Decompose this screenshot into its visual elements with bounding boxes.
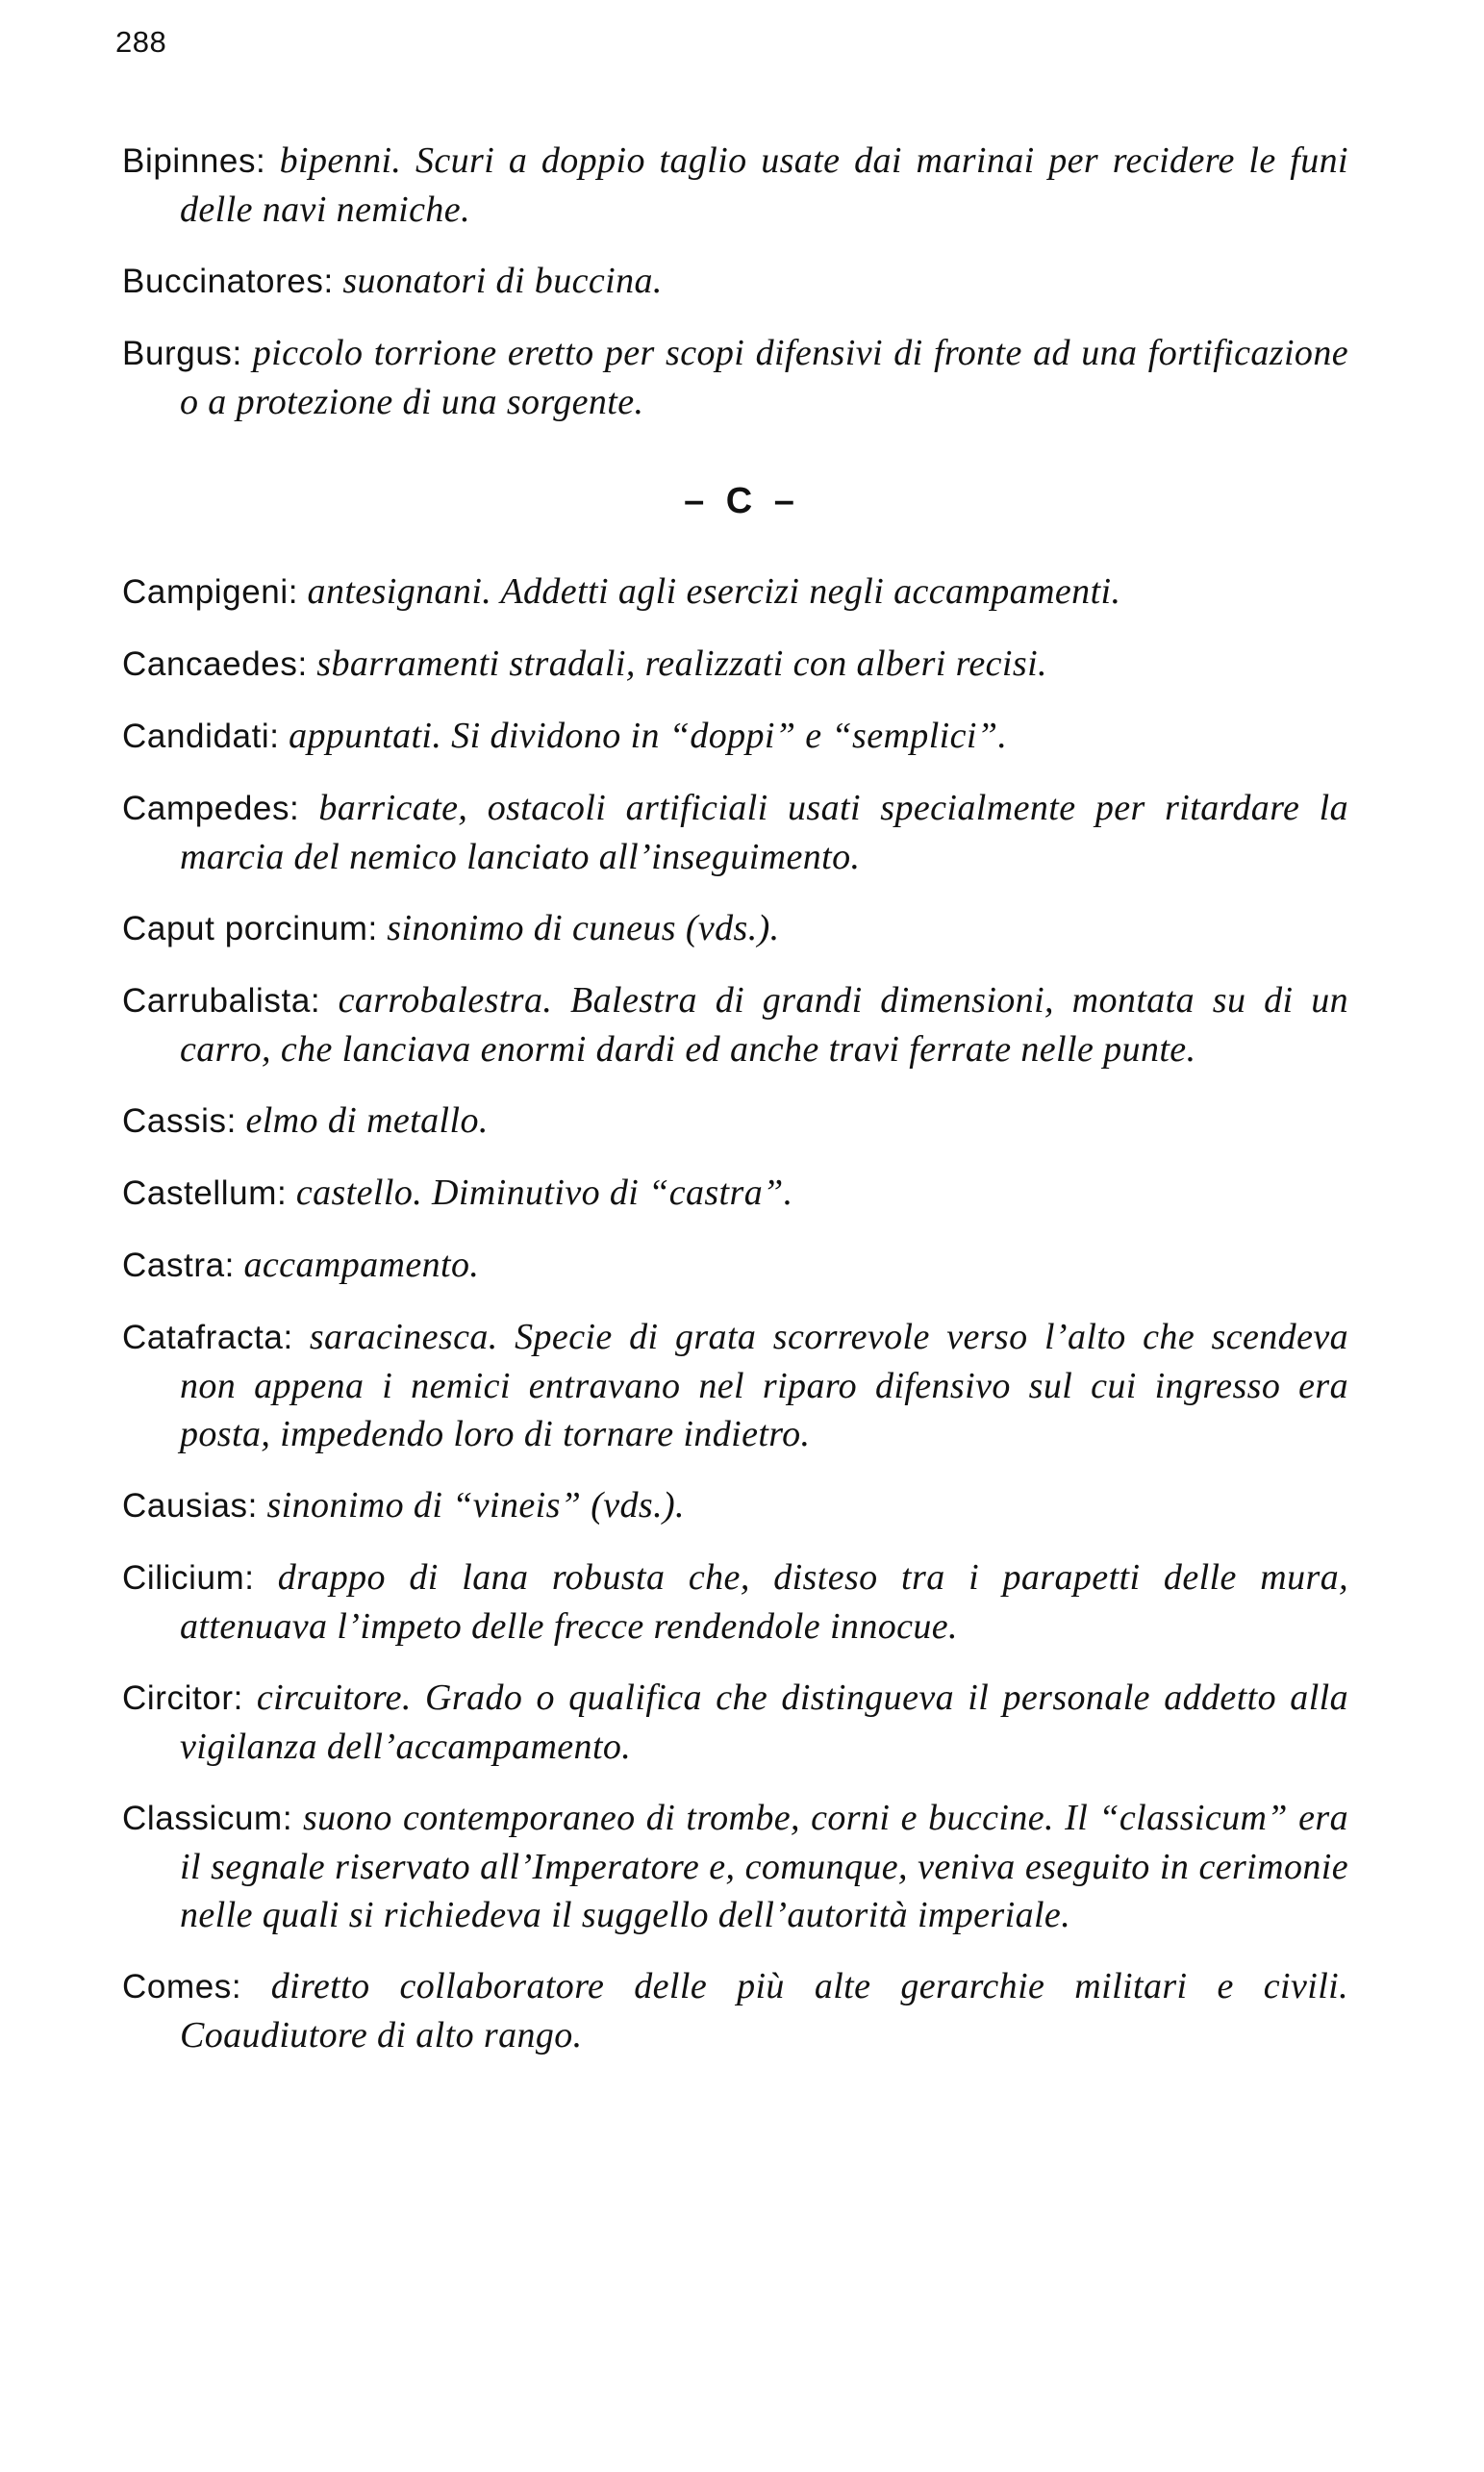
- entry-campigeni: [122, 568, 1348, 617]
- entry-term: Buccinatores:: [122, 263, 334, 300]
- entry-definition: drappo di lana robusta che, disteso tra i parapetti delle mura, attenuava l’impeto delle frecce rendendole innocue.: [180, 1557, 1348, 1647]
- entry-term: Campigeni:: [122, 573, 299, 611]
- entry-term: Circitor:: [122, 1679, 243, 1717]
- entry-causias: [122, 1481, 1348, 1530]
- entry-bipinnes: [122, 137, 1348, 234]
- entry-definition: suonatori di buccina.: [342, 261, 663, 301]
- entry-definition: diretto collaboratore delle più alte gerarchie militari e civili. Coaudiutore di alto rango.: [180, 1966, 1349, 2056]
- entry-definition: elmo di metallo.: [245, 1100, 489, 1141]
- entry-definition: sinonimo di cuneus (vds.).: [387, 908, 780, 948]
- entry-candidati: [122, 712, 1348, 761]
- entry-definition: sbarramenti stradali, realizzati con alberi recisi.: [316, 643, 1047, 684]
- entry-comes: [122, 1962, 1348, 2059]
- entry-definition: saracinesca. Specie di grata scorrevole verso l’alto che scendeva non appena i nemici entravano nel riparo difensivo sul cui ingresso era posta, impedendo loro di tornare indietro.: [180, 1317, 1348, 1454]
- entry-caput-porcinum: [122, 904, 1348, 953]
- entry-definition: bipenni. Scuri a doppio taglio usate dai marinai per recidere le funi delle navi nemiche.: [180, 140, 1348, 230]
- entry-definition: barricate, ostacoli artificiali usati specialmente per ritardare la marcia del nemico lanciato all’inseguimento.: [180, 788, 1348, 877]
- entry-cilicium: [122, 1553, 1348, 1651]
- entry-term: Cilicium:: [122, 1559, 255, 1597]
- entry-definition: appuntati. Si dividono in “doppi” e “semplici”.: [289, 716, 1008, 756]
- section-letter-heading: – C –: [684, 481, 800, 521]
- entry-term: Classicum:: [122, 1800, 293, 1837]
- entry-term: Catafracta:: [122, 1319, 293, 1356]
- entry-definition: carrobalestra. Balestra di grandi dimensioni, montata su di un carro, che lanciava enormi dardi ed anche travi ferrate nelle punte.: [180, 980, 1348, 1070]
- entry-term: Candidati:: [122, 718, 280, 755]
- entry-definition: sinonimo di “vineis” (vds.).: [266, 1485, 685, 1526]
- entry-term: Castellum:: [122, 1174, 288, 1212]
- entry-classicum: [122, 1794, 1348, 1939]
- entry-term: Causias:: [122, 1487, 258, 1525]
- entry-term: Castra:: [122, 1247, 236, 1284]
- entry-definition: antesignani. Addetti agli esercizi negli accampamenti.: [307, 571, 1121, 612]
- entry-definition: castello. Diminutivo di “castra”.: [295, 1173, 793, 1213]
- entry-term: Campedes:: [122, 790, 300, 827]
- entry-circitor: [122, 1674, 1348, 1771]
- glossary-block-c: [122, 568, 1348, 2059]
- entry-term: Bipinnes:: [122, 142, 266, 180]
- glossary-block-b: [122, 137, 1348, 426]
- entry-term: Comes:: [122, 1968, 242, 2005]
- entry-burgus: [122, 329, 1348, 426]
- entry-catafracta: [122, 1313, 1348, 1458]
- entry-campedes: [122, 784, 1348, 881]
- entry-cassis: [122, 1097, 1348, 1146]
- entry-definition: circuitore. Grado o qualifica che distingueva il personale addetto alla vigilanza dell’accampamento.: [180, 1677, 1349, 1767]
- entry-term: Cassis:: [122, 1102, 237, 1140]
- entry-term: Burgus:: [122, 335, 242, 372]
- entry-castra: [122, 1241, 1348, 1290]
- entry-cancaedes: [122, 640, 1348, 689]
- page-number: 288: [115, 25, 167, 59]
- entry-definition: accampamento.: [243, 1245, 480, 1285]
- entry-term: Carrubalista:: [122, 982, 321, 1020]
- entry-castellum: [122, 1169, 1348, 1218]
- entry-definition: piccolo torrione eretto per scopi difensivi di fronte ad una fortificazione o a protezione di una sorgente.: [180, 333, 1349, 422]
- entry-carrubalista: [122, 976, 1348, 1073]
- entry-term: Cancaedes:: [122, 645, 308, 683]
- entry-buccinatores: [122, 257, 1348, 306]
- entry-definition: suono contemporaneo di trombe, corni e buccine. Il “classicum” era il segnale riservato all’Imperatore e, comunque, veniva eseguito in cerimonie nelle quali si richiedeva il suggello dell’autorità imperiale.: [180, 1798, 1348, 1935]
- entry-term: Caput porcinum:: [122, 910, 378, 947]
